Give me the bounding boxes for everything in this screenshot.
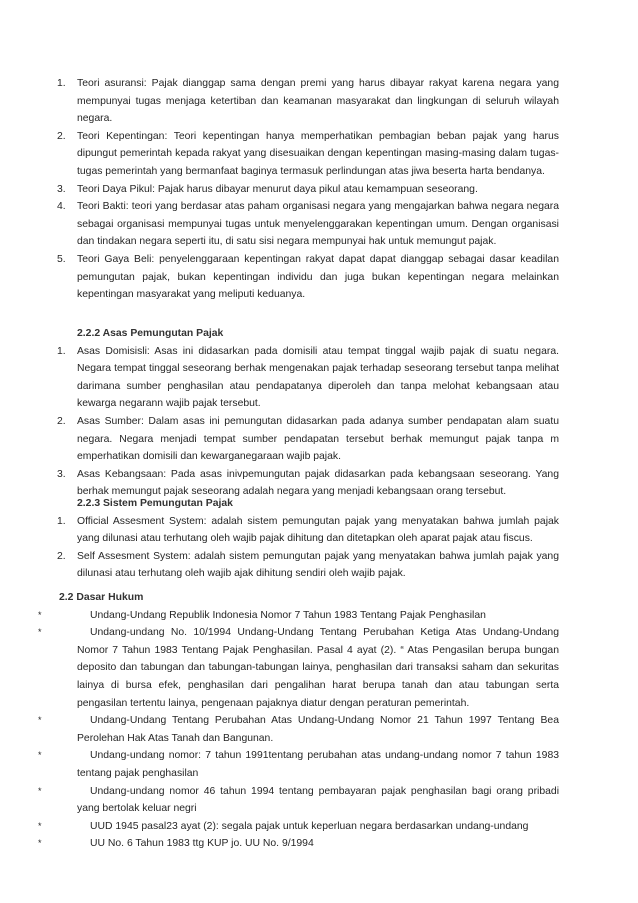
list-item: [0, 413, 638, 466]
bullet-marker: *: [38, 609, 42, 620]
list-text: Teori asuransi: Pajak dianggap sama dengan premi yang harus dibayar rakyat karena negara yang mempunyai tugas menjaga ketertiban dan keamanan masyarakat dan lingkungan di seluruh wilayah negara.: [77, 78, 559, 125]
list-item: [0, 548, 638, 583]
list-text: Teori Bakti: teori yang berdasar atas paham organisasi negara yang mengajarkan bahwa negara negara sebagai organisasi mempunyai tugas untuk menyelenggarakan kepentingan umum. Dengan organisasi dan tindakan negara seperti itu, di satu sisi negara mempunyai hak untuk memungut pajak.: [77, 201, 559, 248]
list-item: [0, 128, 638, 181]
bullet-text: Undang-undang nomor: 7 tahun 1991tentang perubahan atas undang-undang nomor 7 tahun 1983 tentang pajak penghasilan: [77, 750, 559, 779]
bullet-text: Undang-undang nomor 46 tahun 1994 tentang pembayaran pajak penghasilan bagi orang pribadi yang bertolak keluar negri: [77, 785, 559, 815]
list-item: [0, 513, 638, 548]
list-text: Asas Sumber: Dalam asas ini pemungutan didasarkan pada adanya sumber pendapatan alam suatu negara. Negara menjadi tempat sumber pendapatan tersebut berhak memungut pajak tanpa m emperhatikan domisili dan kewarganegaraan wajib pajak.: [77, 415, 559, 463]
bullet-text: Undang-undang No. 10/1994 Undang-Undang Tentang Perubahan Ketiga Atas Undang-Undang Nomor 7 Tahun 1983 Tentang Pajak Penghasilan. Pasal 4 ayat (2). “ Atas Pengasilan berupa bungan deposito dan tabungan dan tabungan-tabungan lainya, penghasilan dari transaksi saham dan sekuritas lainya di bursa efek, penghasilan dari pengalihan harat berupa tanah dan atau tabungan serta pengasilan tertentu lainya, pengenaan pajaknya diatur dengan peraturan pemerintah.: [77, 627, 559, 709]
teori-list: [0, 75, 638, 304]
bullet-item: [0, 712, 638, 747]
bullet-item: [0, 747, 638, 782]
list-item: [0, 251, 638, 304]
list-text: Asas Kebangsaan: Pada asas inivpemungutan pajak didasarkan pada kebangsaan seseorang. Yang berhak memungut pajak seseorang adalah negara yang menjadi kebangsaan orang tersebut.: [77, 468, 559, 498]
bullet-item: [0, 835, 638, 853]
list-text: Official Assesment System: adalah sistem pemungutan pajak yang menyatakan bahwa jumlah pajak yang dilunasi atau terhutang oleh wajib pajak dihitung dan ditetapkan oleh aparat pajak atau fiscus.: [77, 515, 559, 545]
bullet-marker: *: [38, 785, 42, 796]
list-text: Teori Gaya Beli: penyelenggaraan kepentingan rakyat dapat dapat dianggap sebagai dasar keadilan pemungutan pajak, bukan kepentingan individu dan juga bukan kepentingan negara melainkan kepentingan masyarakat yang meliputi keduanya.: [77, 253, 559, 301]
list-text: Teori Kepentingan: Teori kepentingan hanya memperhatikan pembagian beban pajak yang harus dipungut pemerintah kepada rakyat yang disesuaikan dengan kepentingan masing-masing dalam tugas-tugas pemerintah yang bermanfaat baginya termasuk perlindungan atas jiwa beserta harta bendanya.: [77, 130, 559, 177]
list-text: Self Assesment System: adalah sistem pemungutan pajak yang menyatakan bahwa jumlah pajak yang dilunasi atau terhutang oleh wajib ajak dihitung sendiri oleh wajib pajak.: [77, 550, 559, 580]
bullet-item: [0, 607, 638, 625]
bullet-marker: *: [38, 627, 42, 638]
list-text: Teori Daya Pikul: Pajak harus dibayar menurut daya pikul atau kemampuan seseorang.: [77, 183, 478, 195]
list-text: Asas Domisisli: Asas ini didasarkan pada domisili atau tempat tinggal wajib pajak di suatu negara. Negara tempat tinggal seseorang berhak mengenakan pajak terhadap seseorang tersebut tanpa melihat darimana sumber penghasilan atau pendapatanya diperoleh dan tanpa melohat kebangsaan atau kewarga negarann wajib pajak tersebut.: [77, 345, 559, 410]
list-number: 2.: [57, 550, 66, 562]
list-number: 5.: [57, 253, 66, 265]
list-number: 1.: [57, 78, 66, 89]
dasar-hukum-section: [0, 589, 638, 853]
bullet-text: Undang-Undang Tentang Perubahan Atas Undang-Undang Nomor 21 Tahun 1997 Tentang Bea Perolehan Hak Atas Tanah dan Bangunan.: [77, 715, 559, 744]
bullet-text: Undang-Undang Republik Indonesia Nomor 7 Tahun 1983 Tentang Pajak Penghasilan: [90, 609, 486, 621]
bullet-marker: *: [38, 750, 42, 761]
bullet-item: [0, 818, 638, 836]
list-number: 3.: [57, 183, 66, 195]
bullet-text: UU No. 6 Tahun 1983 ttg KUP jo. UU No. 9/1994: [90, 838, 314, 850]
asas-section: [0, 325, 638, 501]
section-heading: 2.2 Dasar Hukum: [59, 592, 144, 603]
list-number: 3.: [57, 468, 66, 480]
bullet-marker: *: [38, 820, 42, 831]
list-number: 4.: [57, 201, 66, 213]
section-heading: 2.2.2 Asas Pemungutan Pajak: [77, 328, 224, 339]
bullet-marker: *: [38, 838, 42, 849]
list-item: [0, 198, 638, 251]
list-number: 1.: [57, 515, 66, 527]
sistem-section: [0, 495, 638, 583]
bullet-item: [0, 783, 638, 818]
list-item: [0, 75, 638, 128]
list-number: 2.: [57, 130, 66, 142]
bullet-text: UUD 1945 pasal23 ayat (2): segala pajak untuk keperluan negara berdasarkan undang-undang: [90, 820, 529, 832]
bullet-item: [0, 624, 638, 712]
section-heading: 2.2.3 Sistem Pemungutan Pajak: [77, 498, 233, 509]
list-number: 2.: [57, 415, 66, 427]
list-item: [0, 343, 638, 413]
list-item: [0, 181, 638, 199]
list-number: 1.: [57, 345, 66, 357]
bullet-marker: *: [38, 715, 42, 726]
